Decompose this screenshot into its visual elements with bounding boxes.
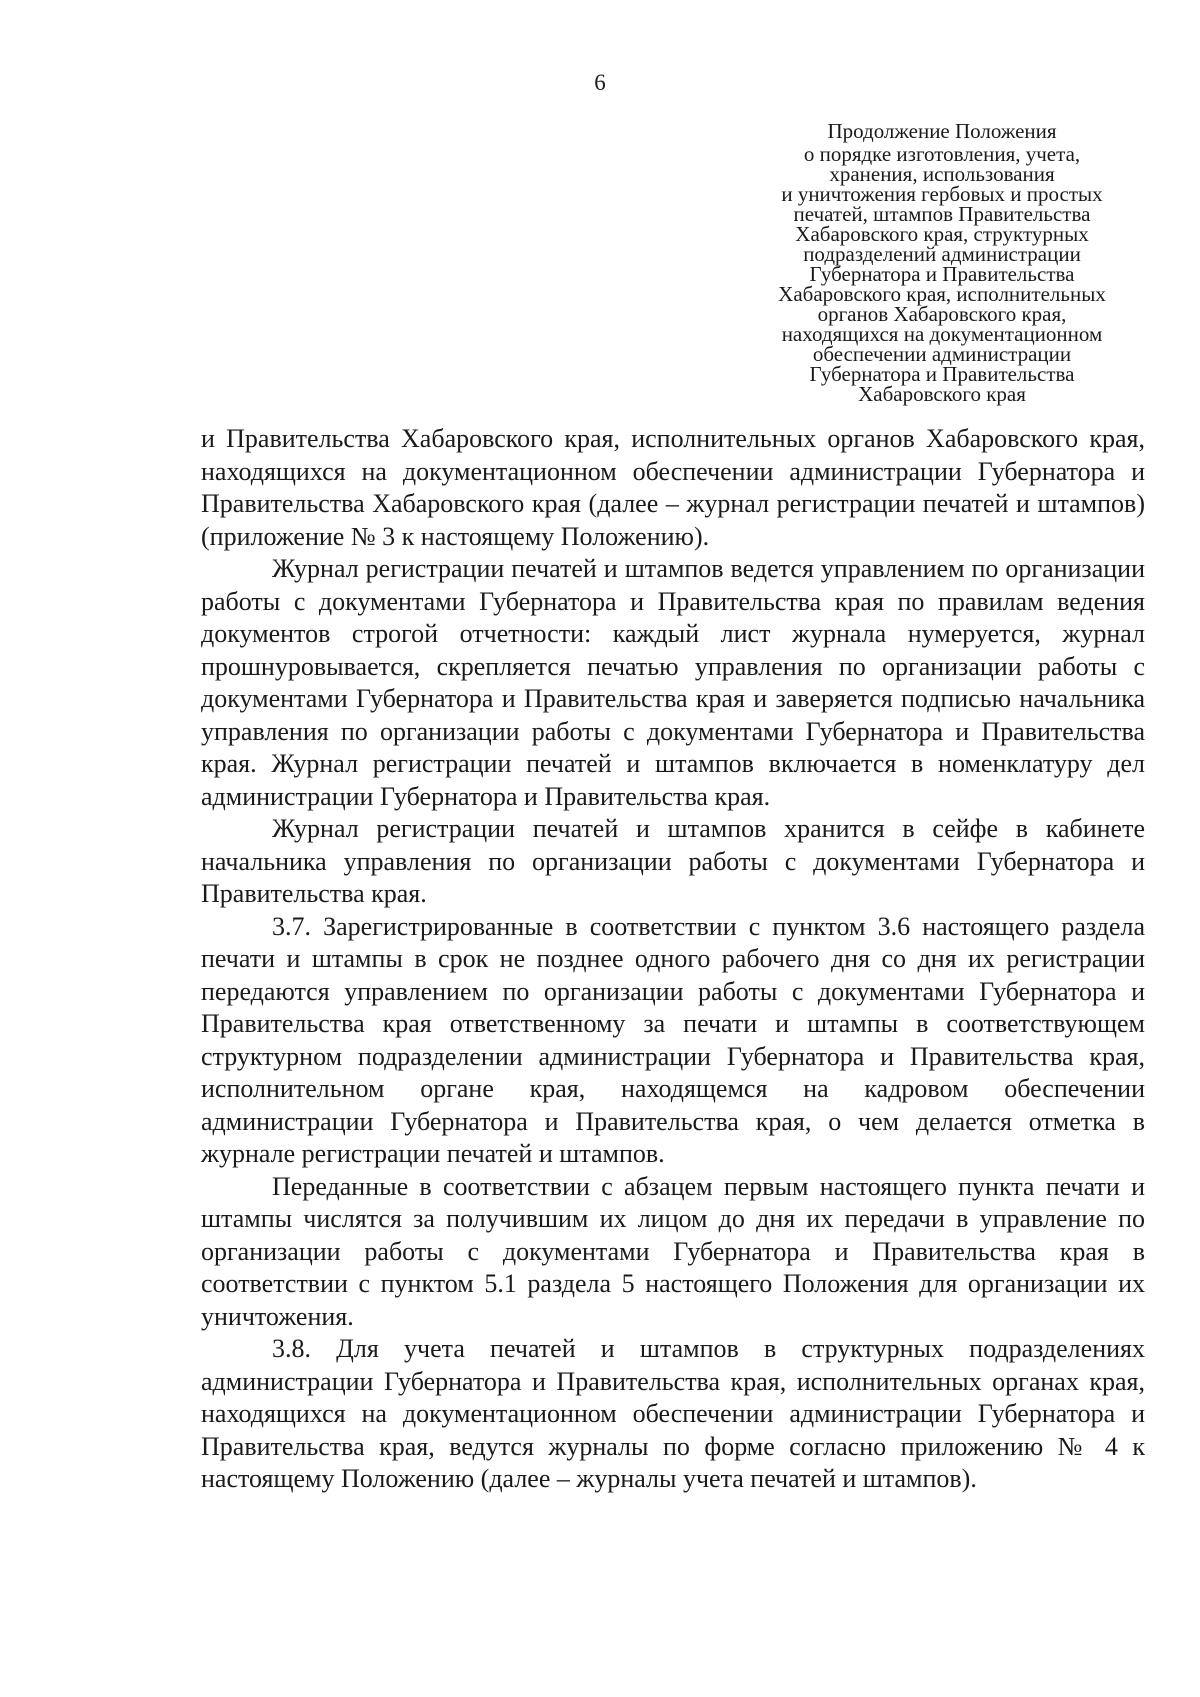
header-line: о порядке изготовления, учета, — [803, 142, 1081, 166]
page-number: 6 — [594, 70, 606, 95]
paragraph-transferred-seals: Переданные в соответствии с абзацем первым настоящего пункта печати и штампы числятся за получившим их лицом до дня их передачи в управление по организации работы с документами Губернатора и Правительства края в соответствии с пунктом 5.1 раздела 5 настоящего Положения для организации их уничтожения. — [201, 1171, 1145, 1331]
paragraph-3-7: 3.7. Зарегистрированные в соответствии с пунктом 3.6 настоящего раздела печати и штампы в срок не позднее одного рабочего дня со дня их регистрации передаются управлением по организации работы с документами Губернатора и Правительства края ответственному за печати и штампы в соответствующем структурном подразделении администрации Губернатора и Правительства края, исполнительном органе края, находящемся на кадровом обеспечении администрации Губернатора и Правительства края, о чем делается отметка в журнале регистрации печатей и штампов. — [201, 911, 1145, 1168]
header-line: печатей, штампов Правительства — [793, 202, 1091, 226]
header-line: Губернатора и Правительства — [809, 262, 1075, 286]
header-line: органов Хабаровского края, — [817, 302, 1067, 326]
paragraph-journal-maintenance: Журнал регистрации печатей и штампов ведется управлением по организации работы с документами Губернатора и Правительства края по правилам ведения документов строгой отчетности: каждый лист журнала нумеруется, журнал прошнуровывается, скрепляется печатью управления по организации работы с документами Губернатора и Правительства края и заверяется подписью начальника управления по организации работы с документами Губернатора и Правительства края. Журнал регистрации печатей и штампов включается в номенклатуру дел администрации Губернатора и Правительства края. — [201, 554, 1145, 811]
paragraph-journal-storage: Журнал регистрации печатей и штампов хранится в сейфе в кабинете начальника управления по организации работы с документами Губернатора и Правительства края. — [201, 814, 1145, 908]
paragraph-continuation: и Правительства Хабаровского края, исполнительных органов Хабаровского края, находящихся на документационном обеспечении администрации Губернатора и Правительства Хабаровского края (далее – журнал регистрации печатей и штампов) (приложение № 3 к настоящему Положению). — [201, 424, 1145, 551]
header-title: Продолжение Положения — [827, 119, 1057, 143]
header-line: Хабаровского края, исполнительных — [778, 282, 1106, 306]
header-line: Хабаровского края, структурных — [795, 222, 1089, 246]
document-body — [201, 423, 1145, 1496]
paragraph-3-8: 3.8. Для учета печатей и штампов в структурных подразделениях администрации Губернатора и Правительства края, исполнительных органах края, находящихся на документационном обеспечении администрации Губернатора и Правительства края, ведутся журналы по форме согласно приложению № 4 к настоящему Положению (далее – журналы учета печатей и штампов). — [201, 1334, 1145, 1493]
header-line: хранения, использования — [829, 162, 1055, 186]
header-line: обеспечении администрации — [812, 342, 1072, 366]
header-line: находящихся на документационном — [781, 322, 1103, 346]
header-line: и уничтожения гербовых и простых — [781, 182, 1103, 206]
header-line: Губернатора и Правительства — [809, 362, 1075, 386]
header-line: Хабаровского края — [858, 382, 1026, 406]
header-line: подразделений администрации — [803, 242, 1081, 266]
document-header — [742, 118, 1142, 404]
